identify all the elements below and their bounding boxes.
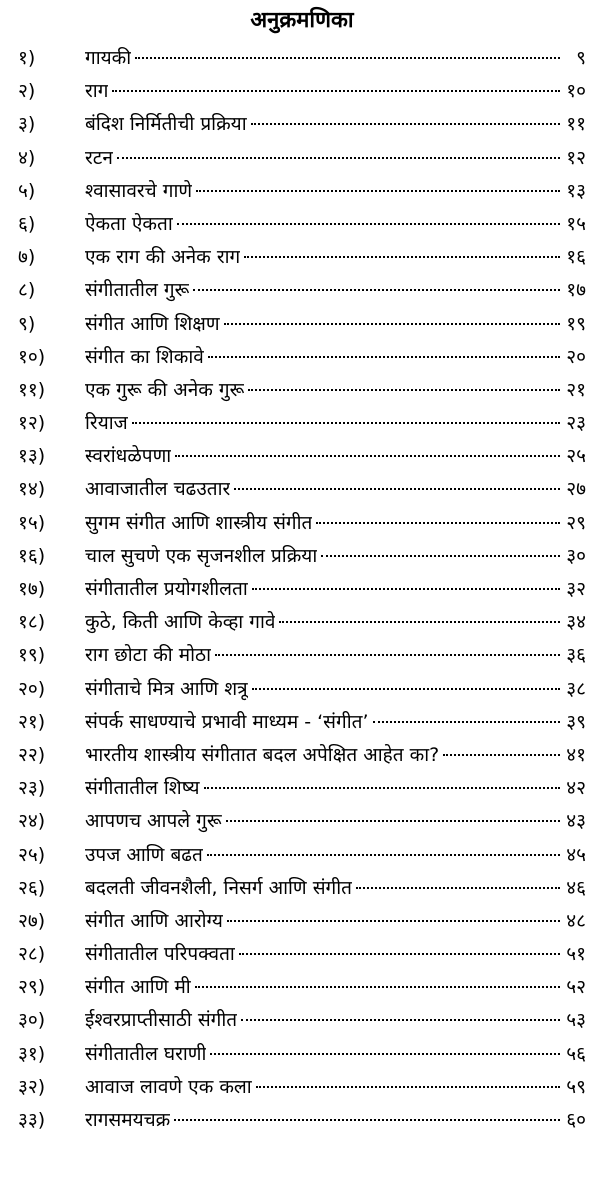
chapter-number: ५) [18, 179, 36, 202]
chapter-number: १) [18, 47, 36, 69]
chapter-title: स्वरांधळेपणा [85, 445, 172, 468]
chapter-title: संगीत आणि शिक्षण [85, 312, 220, 335]
toc-entry [18, 473, 586, 506]
dot-leader [248, 389, 560, 391]
dot-leader [204, 787, 561, 789]
chapter-title: संगीत का शिकावे [85, 345, 204, 368]
page-number: ३६ [566, 644, 586, 667]
chapter-title: संगीतातील घराणी [85, 1042, 207, 1065]
page-number: ४५ [566, 843, 586, 866]
page-number: २१ [566, 378, 586, 401]
dot-leader [193, 289, 560, 291]
chapter-title: राग छोटा की मोठा [85, 644, 212, 667]
dot-leader [112, 90, 560, 92]
toc-entry [18, 606, 586, 639]
dot-leader [373, 721, 560, 723]
toc-entry [18, 1038, 586, 1071]
dot-leader [175, 455, 560, 457]
page-number: १७ [566, 279, 586, 302]
chapter-title: संगीत आणि आरोग्य [85, 909, 223, 932]
toc-entry [18, 507, 586, 540]
dot-leader [224, 323, 560, 325]
chapter-number: ७) [18, 246, 36, 269]
dot-leader [316, 522, 560, 524]
toc-entry [18, 241, 586, 274]
dot-leader [132, 422, 560, 424]
dot-leader [239, 953, 560, 955]
chapter-number: ९) [18, 312, 36, 335]
toc-entry [18, 639, 586, 672]
chapter-number: ११) [18, 378, 46, 401]
dot-leader [174, 1119, 560, 1121]
toc-entry [18, 872, 586, 905]
toc-entry [18, 1004, 586, 1037]
toc-entry [18, 208, 586, 241]
chapter-number: ३२) [18, 1075, 46, 1098]
page-number: २० [566, 345, 586, 368]
page-number: ३० [566, 544, 586, 567]
toc-entry [18, 407, 586, 440]
chapter-title: रियाज [85, 412, 128, 435]
dot-leader [208, 356, 560, 358]
chapter-title: उपज आणि बढत [85, 843, 203, 866]
dot-leader [227, 920, 560, 922]
chapter-title: संगीत आणि मी [85, 976, 191, 999]
dot-leader [321, 555, 560, 557]
chapter-number: ३३) [18, 1109, 46, 1131]
toc-entry [18, 673, 586, 706]
toc-entry [18, 1104, 586, 1137]
toc-entry [18, 772, 586, 805]
chapter-number: १४) [18, 478, 46, 501]
dot-leader [210, 1053, 560, 1055]
toc-entry [18, 374, 586, 407]
table-of-contents [18, 42, 586, 1137]
page-number: ५१ [566, 943, 586, 966]
page-number: २९ [566, 511, 586, 534]
toc-entry [18, 540, 586, 573]
chapter-number: ३०) [18, 1009, 46, 1032]
chapter-number: ३१) [18, 1042, 46, 1065]
dot-leader [215, 654, 560, 656]
page-number: २५ [566, 445, 586, 468]
page-number: ४१ [566, 743, 586, 766]
dot-leader [443, 754, 560, 756]
chapter-title: रटन [85, 146, 113, 169]
chapter-title: श्वासावरचे गाणे [85, 179, 193, 202]
page-number: ३४ [566, 611, 586, 634]
page-number: ५६ [566, 1042, 586, 1065]
chapter-number: २८) [18, 943, 46, 966]
chapter-title: ईश्वरप्राप्तीसाठी संगीत [85, 1009, 238, 1032]
toc-entry [18, 308, 586, 341]
dot-leader [252, 588, 560, 590]
chapter-number: ३) [18, 113, 36, 136]
chapter-title: एक गुरू की अनेक गुरू [85, 378, 245, 401]
chapter-title: संपर्क साधण्याचे प्रभावी माध्यम - ‘संगीत’ [85, 710, 369, 733]
chapter-number: २२) [18, 743, 46, 766]
toc-entry [18, 108, 586, 141]
page-number: ९ [576, 47, 586, 69]
toc-entry [18, 573, 586, 606]
page-number: १३ [566, 179, 586, 202]
toc-entry [18, 274, 586, 307]
page-number: ५२ [566, 976, 586, 999]
toc-entry [18, 971, 586, 1004]
chapter-title: संगीताचे मित्र आणि शत्रू [85, 677, 248, 700]
toc-entry [18, 805, 586, 838]
chapter-title: बदलती जीवनशैली, निसर्ग आणि संगीत [85, 876, 352, 899]
toc-entry [18, 341, 586, 374]
chapter-title: रागसमयचक्र [85, 1109, 171, 1131]
chapter-number: ८) [18, 279, 36, 302]
chapter-number: २३) [18, 777, 46, 800]
chapter-number: २) [18, 80, 36, 103]
chapter-title: आपणच आपले गुरू [85, 810, 222, 833]
chapter-title: राग [85, 80, 109, 103]
chapter-title: गायकी [85, 47, 132, 69]
chapter-title: संगीतातील गुरू [85, 279, 190, 302]
page-number: ५९ [566, 1075, 586, 1098]
chapter-title: ऐकता ऐकता [85, 212, 173, 235]
chapter-number: ४) [18, 146, 36, 169]
page-number: ३२ [566, 578, 586, 600]
chapter-title: एक राग की अनेक राग [85, 246, 241, 269]
dot-leader [226, 820, 560, 822]
toc-entry [18, 75, 586, 108]
chapter-title: आवाजातील चढउतार [85, 478, 231, 501]
chapter-number: २९) [18, 976, 46, 999]
dot-leader [279, 621, 560, 623]
chapter-number: १३) [18, 445, 46, 468]
page-number: ३८ [566, 677, 586, 700]
chapter-number: २६) [18, 876, 46, 899]
page-number: ४८ [566, 909, 586, 932]
page-number: १५ [566, 212, 586, 235]
chapter-title: सुगम संगीत आणि शास्त्रीय संगीत [85, 511, 313, 534]
chapter-title: कुठे, किती आणि केव्हा गावे [85, 611, 276, 634]
chapter-title: संगीतातील प्रयोगशीलता [85, 578, 248, 600]
page-number: ६० [566, 1109, 586, 1131]
page-number: १९ [566, 312, 586, 335]
toc-entry [18, 175, 586, 208]
chapter-number: २४) [18, 810, 46, 833]
page-number: १६ [566, 246, 586, 269]
chapter-number: १९) [18, 644, 46, 667]
page-number: १० [566, 80, 586, 103]
page-number: १२ [566, 146, 586, 169]
dot-leader [356, 887, 560, 889]
toc-entry [18, 739, 586, 772]
toc-entry [18, 42, 586, 75]
chapter-title: संगीतातील परिपक्वता [85, 943, 235, 966]
page-title: अनुक्रमणिका [250, 8, 354, 33]
chapter-title: चाल सुचणे एक सृजनशील प्रक्रिया [85, 544, 318, 567]
dot-leader [207, 854, 560, 856]
chapter-number: १५) [18, 511, 46, 534]
dot-leader [135, 57, 560, 59]
page-number: ३९ [566, 710, 586, 733]
dot-leader [117, 157, 560, 159]
chapter-number: २१) [18, 710, 46, 733]
dot-leader [177, 223, 560, 225]
toc-entry [18, 839, 586, 872]
page-number: २७ [566, 478, 586, 501]
chapter-number: १०) [18, 345, 46, 368]
chapter-title: आवाज लावणे एक कला [85, 1075, 252, 1098]
dot-leader [195, 986, 560, 988]
page-number: ४६ [566, 876, 586, 899]
dot-leader [234, 488, 560, 490]
page-number: ११ [566, 113, 586, 136]
chapter-title: संगीतातील शिष्य [85, 777, 200, 800]
dot-leader [256, 1086, 560, 1088]
chapter-title: बंदिश निर्मितीची प्रक्रिया [85, 113, 247, 136]
dot-leader [241, 1019, 560, 1021]
page-number: ४२ [566, 777, 586, 800]
toc-entry [18, 938, 586, 971]
dot-leader [252, 688, 560, 690]
toc-entry [18, 440, 586, 473]
chapter-title: भारतीय शास्त्रीय संगीतात बदल अपेक्षित आहेत का? [85, 743, 440, 766]
chapter-number: १७) [18, 578, 46, 600]
page-number: २३ [566, 412, 586, 435]
chapter-number: ६) [18, 212, 36, 235]
chapter-number: २५) [18, 843, 46, 866]
toc-entry [18, 706, 586, 739]
chapter-number: १६) [18, 544, 46, 567]
dot-leader [196, 190, 560, 192]
dot-leader [244, 256, 560, 258]
chapter-number: २७) [18, 909, 46, 932]
page-number: ४३ [566, 810, 586, 833]
page-number: ५३ [566, 1009, 586, 1032]
dot-leader [251, 123, 560, 125]
chapter-number: १२) [18, 412, 46, 435]
chapter-number: २०) [18, 677, 46, 700]
toc-entry [18, 905, 586, 938]
toc-entry [18, 1071, 586, 1104]
chapter-number: १८) [18, 611, 46, 634]
toc-entry [18, 142, 586, 175]
